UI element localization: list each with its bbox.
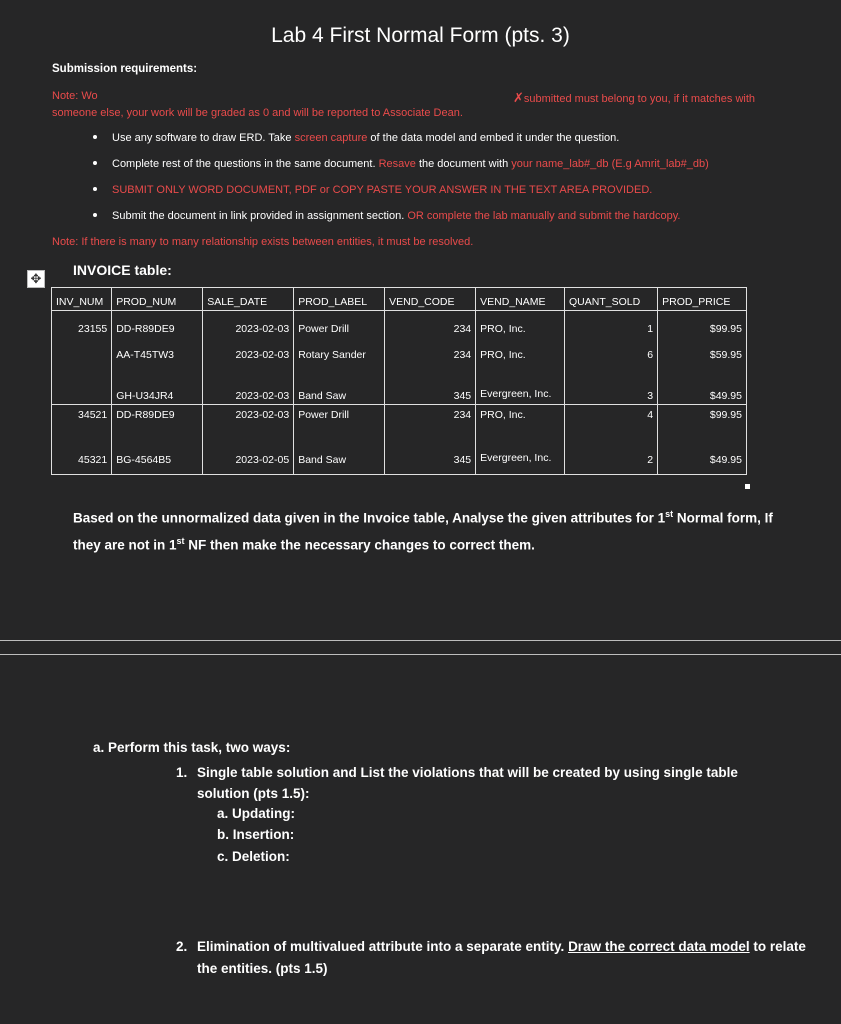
question-1: 1. Single table solution and List the violations that will be created by using single table solution (pts 1.5): bbox=[176, 765, 738, 801]
table-row bbox=[52, 423, 747, 475]
table-cell: Power Drill bbox=[294, 311, 385, 337]
question-paragraph: Based on the unnormalized data given in the Invoice table, Analyse the given attributes for 1st Normal form, If they are not in 1st NF then make the necessary changes to correct them. bbox=[73, 509, 773, 552]
table-row bbox=[52, 405, 747, 423]
table-row bbox=[52, 337, 747, 363]
note-start: Note: Wo bbox=[52, 90, 98, 102]
bullet-2: Complete rest of the questions in the same document. Resave the document with your name_lab#_db (E.g Amrit_lab#_db) bbox=[93, 158, 709, 170]
table-cell: Evergreen, Inc. bbox=[476, 363, 565, 405]
table-cell: 2023-02-03 bbox=[203, 337, 294, 363]
invoice-table[interactable] bbox=[51, 287, 747, 475]
note-line-2: someone else, your work will be graded as 0 and will be reported to Associate Dean. bbox=[52, 107, 463, 119]
sub-item-deletion: c. Deletion: bbox=[217, 849, 290, 864]
table-cell: Band Saw bbox=[294, 423, 385, 475]
table-cell: 234 bbox=[385, 337, 476, 363]
submission-heading: Submission requirements: bbox=[52, 63, 198, 75]
table-cell bbox=[52, 337, 112, 363]
table-cell: 23155 bbox=[52, 311, 112, 337]
table-cell bbox=[52, 363, 112, 405]
bullet-dot-icon bbox=[93, 213, 97, 217]
table-cell: 1 bbox=[565, 311, 658, 337]
table-cell: Rotary Sander bbox=[294, 337, 385, 363]
table-cell: 234 bbox=[385, 405, 476, 423]
col-header: SALE_DATE bbox=[203, 288, 294, 311]
many-to-many-note: Note: If there is many to many relationship exists between entities, it must be resolved. bbox=[52, 236, 474, 248]
col-header: QUANT_SOLD bbox=[565, 288, 658, 311]
table-cell: 234 bbox=[385, 311, 476, 337]
table-cell: 345 bbox=[385, 423, 476, 475]
col-header: VEND_NAME bbox=[476, 288, 565, 311]
invoice-heading: INVOICE table: bbox=[73, 262, 172, 278]
col-header: PROD_NUM bbox=[112, 288, 203, 311]
col-header: INV_NUM bbox=[52, 288, 112, 311]
table-cell: 45321 bbox=[52, 423, 112, 475]
table-header-row bbox=[52, 288, 747, 311]
divider bbox=[0, 654, 841, 655]
table-cell: $99.95 bbox=[658, 405, 747, 423]
table-move-handle-icon[interactable]: ✥ bbox=[27, 270, 45, 288]
table-cell: $49.95 bbox=[658, 423, 747, 475]
table-cell: $59.95 bbox=[658, 337, 747, 363]
table-cell: PRO, Inc. bbox=[476, 337, 565, 363]
table-cell: PRO, Inc. bbox=[476, 311, 565, 337]
table-cell: 3 bbox=[565, 363, 658, 405]
bullet-dot-icon bbox=[93, 187, 97, 191]
table-row bbox=[52, 363, 747, 405]
sub-item-updating: a. Updating: bbox=[217, 806, 295, 821]
data-model-link[interactable]: Draw the correct data model bbox=[568, 939, 750, 954]
table-cell: $49.95 bbox=[658, 363, 747, 405]
edit-mark-icon: ✗ bbox=[513, 90, 524, 105]
task-a: a. Perform this task, two ways: bbox=[93, 740, 291, 755]
table-cell: DD-R89DE9 bbox=[112, 311, 203, 337]
page-title: Lab 4 First Normal Form (pts. 3) bbox=[271, 24, 570, 47]
col-header: VEND_CODE bbox=[385, 288, 476, 311]
table-cell: 2 bbox=[565, 423, 658, 475]
table-cell: BG-4564B5 bbox=[112, 423, 203, 475]
table-cell: 34521 bbox=[52, 405, 112, 423]
table-cell: 2023-02-03 bbox=[203, 405, 294, 423]
bullet-dot-icon bbox=[93, 161, 97, 165]
table-cell: PRO, Inc. bbox=[476, 405, 565, 423]
table-cell: 4 bbox=[565, 405, 658, 423]
table-cell: Power Drill bbox=[294, 405, 385, 423]
table-cell: 2023-02-03 bbox=[203, 311, 294, 337]
table-cell: Band Saw bbox=[294, 363, 385, 405]
table-row bbox=[52, 311, 747, 337]
table-cell: GH-U34JR4 bbox=[112, 363, 203, 405]
col-header: PROD_PRICE bbox=[658, 288, 747, 311]
bullet-1: Use any software to draw ERD. Take screen capture of the data model and embed it under the question. bbox=[93, 132, 619, 144]
table-cell: Evergreen, Inc. bbox=[476, 423, 565, 475]
table-cell: 345 bbox=[385, 363, 476, 405]
table-resize-handle[interactable] bbox=[745, 484, 750, 489]
note-continued: ✗submitted must belong to you, if it matches with bbox=[513, 90, 756, 105]
table-cell: $99.95 bbox=[658, 311, 747, 337]
question-2: 2. Elimination of multivalued attribute into a separate entity. Draw the correct data model to relate the entities. (pts 1.5) bbox=[176, 939, 806, 976]
col-header: PROD_LABEL bbox=[294, 288, 385, 311]
bullet-3: SUBMIT ONLY WORD DOCUMENT, PDF or COPY PASTE YOUR ANSWER IN THE TEXT AREA PROVIDED. bbox=[93, 184, 652, 196]
divider bbox=[0, 640, 841, 641]
table-cell: DD-R89DE9 bbox=[112, 405, 203, 423]
sub-item-insertion: b. Insertion: bbox=[217, 827, 295, 842]
table-cell: 2023-02-05 bbox=[203, 423, 294, 475]
table-cell: 6 bbox=[565, 337, 658, 363]
table-cell: 2023-02-03 bbox=[203, 363, 294, 405]
bullet-dot-icon bbox=[93, 135, 97, 139]
bullet-4: Submit the document in link provided in assignment section. OR complete the lab manually and submit the hardcopy. bbox=[93, 210, 680, 222]
table-cell: AA-T45TW3 bbox=[112, 337, 203, 363]
